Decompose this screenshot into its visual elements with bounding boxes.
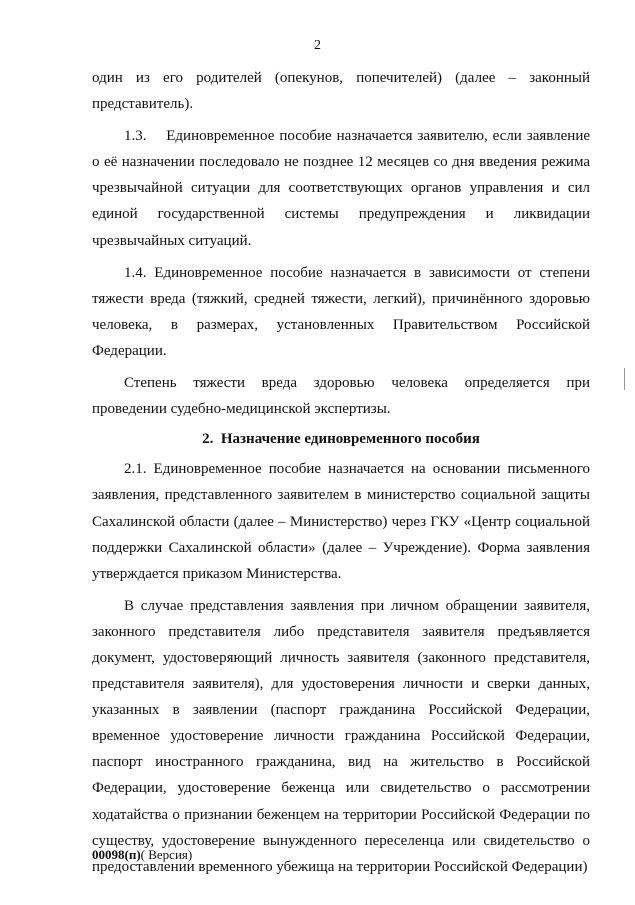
- section-heading: 2. Назначение единовременного пособия: [202, 431, 480, 448]
- paragraph-documents: В случае представления заявления при личном обращении заявителя, законного представителя либо представителя заявителя предъявляется документ, удостоверяющий личность заявителя (законного представителя, представителя заявителя), для удостоверения личности и сверки данных, указанных в заявлении (паспорт гражданина Российской Федерации, временное удостоверение личности гражданина Российской Федерации, паспорт иностранного гражданина, вид на жительство в Российской Федерации, удостоверение беженца или свидетельство о рассмотрении ходатайства о признании беженцем на территории Российской Федерации по существу, удостоверение вынужденного переселенца или свидетельство о предоставлении временного убежища на территории Российской Федерации): [92, 597, 590, 875]
- paragraph-continuation: один из его родителей (опекунов, попечителей) (далее – законный представитель).: [92, 70, 590, 113]
- paragraph-severity: Степень тяжести вреда здоровью человека определяется при проведении судебно-медицинской экспертизы.: [92, 375, 590, 418]
- paragraph-2-1: 2.1. Единовременное пособие назначается на основании письменного заявления, представленного заявителем в министерство социальной защиты Сахалинской области (далее – Министерство) через ГКУ «Центр социальной поддержки Сахалинской области» (далее – Учреждение). Форма заявления утверждается приказом Министерства.: [92, 461, 590, 582]
- paragraph-1-4: 1.4. Единовременное пособие назначается в зависимости от степени тяжести вреда (тяжкий, средней тяжести, легкий), причинённого здоровью человека, в размерах, установленных Правительством Российской Федерации.: [92, 264, 590, 359]
- page-number: 2: [314, 38, 321, 53]
- document-body: [92, 65, 594, 880]
- scan-margin-mark: [624, 368, 625, 390]
- footer-version-label: ( Версия): [140, 847, 193, 862]
- document-footer: [92, 847, 192, 863]
- footer-code: 00098(п): [92, 847, 141, 862]
- paragraph-1-3: 1.3. Единовременное пособие назначается заявителю, если заявление о её назначении последовало не позднее 12 месяцев со дня введения режима чрезвычайной ситуации для соответствующих органов управления и сил единой государственной системы предупреждения и ликвидации чрезвычайных ситуаций.: [92, 128, 594, 249]
